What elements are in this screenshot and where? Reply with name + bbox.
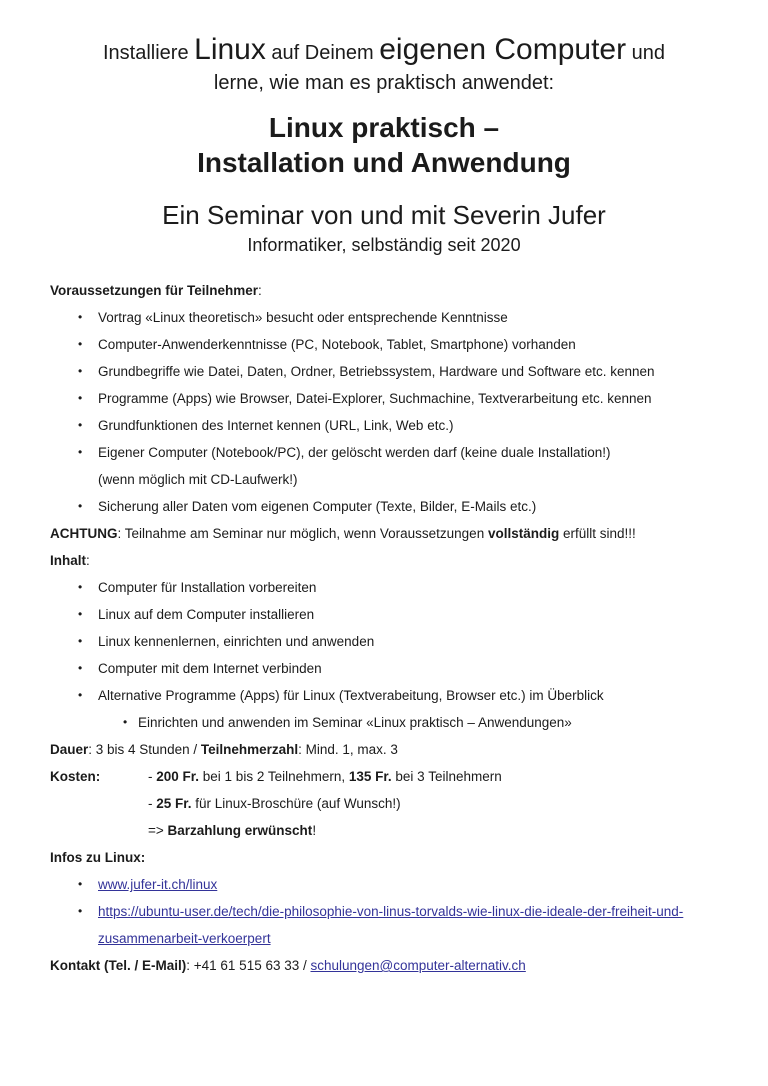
list-item: [50, 412, 724, 439]
warning-text: : Teilnahme am Seminar nur möglich, wenn Voraussetzungen: [117, 525, 488, 541]
list-item-text: Sicherung aller Daten vom eigenen Computer (Texte, Bilder, E-Mails etc.): [98, 498, 537, 514]
costs-line-3: [148, 817, 724, 844]
costs-text: für Linux-Broschüre (auf Wunsch!): [191, 795, 401, 811]
bullet-icon: •: [78, 336, 83, 351]
intro-emphasis-computer: eigenen Computer: [379, 33, 627, 66]
list-item-continuation: (wenn möglich mit CD-Laufwerk!): [98, 471, 298, 487]
costs-text: -: [148, 768, 157, 784]
costs-text: !: [312, 822, 317, 838]
contact-email-link[interactable]: schulungen@computer-alternativ.ch: [310, 957, 526, 973]
costs-lines: [148, 763, 724, 844]
costs-line-1: [148, 763, 724, 790]
list-item: [50, 304, 724, 331]
document-body: [0, 257, 768, 979]
duration-value: : 3 bis 4 Stunden /: [88, 741, 201, 757]
bullet-icon: •: [78, 444, 83, 459]
list-item: [50, 574, 724, 601]
cash-payment-note: Barzahlung erwünscht: [167, 822, 313, 838]
link-ubuntu-user[interactable]: https://ubuntu-user.de/tech/die-philosophie-von-linus-torvalds-wie-linux-die-ideale-der-freiheit-und-zusammenarbeit-verkoerpert: [98, 903, 684, 946]
list-item-text: Linux kennenlernen, einrichten und anwenden: [98, 633, 375, 649]
document-header: [0, 0, 768, 257]
list-item-text: Computer für Installation vorbereiten: [98, 579, 317, 595]
list-item-text: Programme (Apps) wie Browser, Datei-Explorer, Suchmachine, Textverarbeitung etc. kennen: [98, 390, 652, 406]
warning-text-tail: erfüllt sind!!!: [559, 525, 636, 541]
intro-text: und: [626, 42, 666, 64]
warning-emphasis: vollständig: [487, 525, 560, 541]
intro-text: auf Deinem: [265, 42, 380, 64]
bullet-icon: •: [78, 633, 83, 648]
seminar-subtitle: Ein Seminar von und mit Severin Jufer: [162, 199, 606, 230]
link-wrapper: [98, 871, 724, 898]
costs-label: Kosten:: [50, 768, 101, 784]
duration-label: Dauer: [50, 741, 89, 757]
seminar-title: [0, 110, 768, 180]
list-item-text: Eigener Computer (Notebook/PC), der gelöscht werden darf (keine duale Installation!): [98, 444, 611, 460]
warning-label: ACHTUNG: [50, 525, 118, 541]
list-item: [50, 898, 724, 952]
section-heading-infos: Infos zu Linux:: [50, 849, 146, 865]
costs-text: -: [148, 795, 157, 811]
heading-colon: :: [258, 282, 262, 298]
costs-line-2: [148, 790, 724, 817]
list-item-text: Grundbegriffe wie Datei, Daten, Ordner, Betriebssystem, Hardware und Software etc. kennen: [98, 363, 655, 379]
presenter-description: Informatiker, selbständig seit 2020: [247, 234, 521, 255]
link-wrapper: [98, 898, 724, 952]
bullet-icon: •: [78, 390, 83, 405]
costs-text: bei 3 Teilnehmern: [391, 768, 502, 784]
costs-block: [50, 763, 724, 844]
sub-list-item-text: Einrichten und anwenden im Seminar «Linux praktisch – Anwendungen»: [138, 714, 572, 730]
list-item: [50, 358, 724, 385]
link-jufer-it[interactable]: www.jufer-it.ch/linux: [98, 876, 218, 892]
list-item: [50, 493, 724, 520]
intro-text: Installiere: [102, 42, 195, 64]
warning-note: [50, 520, 724, 547]
price-135: 135 Fr.: [348, 768, 392, 784]
bullet-icon: •: [78, 579, 83, 594]
bullet-icon: •: [78, 660, 83, 675]
intro-line-2: lerne, wie man es praktisch anwendet:: [213, 71, 555, 94]
contact-line: [50, 952, 724, 979]
list-item-text: Computer mit dem Internet verbinden: [98, 660, 322, 676]
costs-text: bei 1 bis 2 Teilnehmern,: [199, 768, 349, 784]
list-item-text: Alternative Programme (Apps) für Linux (Textverabeitung, Browser etc.) im Überblick: [98, 687, 604, 703]
heading-text: Voraussetzungen für Teilnehmer: [50, 282, 259, 298]
list-item-text: Grundfunktionen des Internet kennen (URL, Link, Web etc.): [98, 417, 454, 433]
intro-emphasis-linux: Linux: [194, 33, 266, 66]
list-item: [50, 871, 724, 898]
section-heading-inhalt: [50, 547, 724, 574]
bullet-icon: •: [78, 903, 83, 918]
list-item: [50, 601, 724, 628]
heading-colon: :: [86, 552, 90, 568]
bullet-icon: •: [123, 714, 128, 729]
heading-text: Inhalt: [50, 552, 86, 568]
bullet-icon: •: [78, 309, 83, 324]
bullet-icon: •: [78, 498, 83, 513]
list-item-text: Vortrag «Linux theoretisch» besucht oder entsprechende Kenntnisse: [98, 309, 508, 325]
sub-list-item: [50, 709, 724, 736]
seminar-title-line-1: Linux praktisch –: [268, 111, 500, 143]
section-heading-voraussetzungen: [50, 277, 724, 304]
costs-text: =>: [148, 822, 168, 838]
contact-phone: : +41 61 515 63 33 /: [186, 957, 311, 973]
price-25: 25 Fr.: [156, 795, 192, 811]
bullet-icon: •: [78, 417, 83, 432]
list-item: [50, 385, 724, 412]
duration-line: [50, 736, 724, 763]
intro-line: [0, 30, 768, 96]
participants-value: : Mind. 1, max. 3: [298, 741, 398, 757]
list-item: [50, 439, 724, 466]
list-item: [50, 682, 724, 709]
list-item-text: Linux auf dem Computer installieren: [98, 606, 315, 622]
contact-label: Kontakt (Tel. / E-Mail): [50, 957, 187, 973]
bullet-icon: •: [78, 876, 83, 891]
participants-label: Teilnehmerzahl: [200, 741, 299, 757]
bullet-icon: •: [78, 363, 83, 378]
bullet-icon: •: [78, 687, 83, 702]
list-item-text: Computer-Anwenderkenntnisse (PC, Notebook, Tablet, Smartphone) vorhanden: [98, 336, 576, 352]
price-200: 200 Fr.: [156, 768, 200, 784]
list-item: [50, 655, 724, 682]
bullet-icon: •: [78, 606, 83, 621]
list-item: [50, 628, 724, 655]
list-item: [50, 331, 724, 358]
seminar-title-line-2: Installation und Anwendung: [197, 146, 571, 178]
